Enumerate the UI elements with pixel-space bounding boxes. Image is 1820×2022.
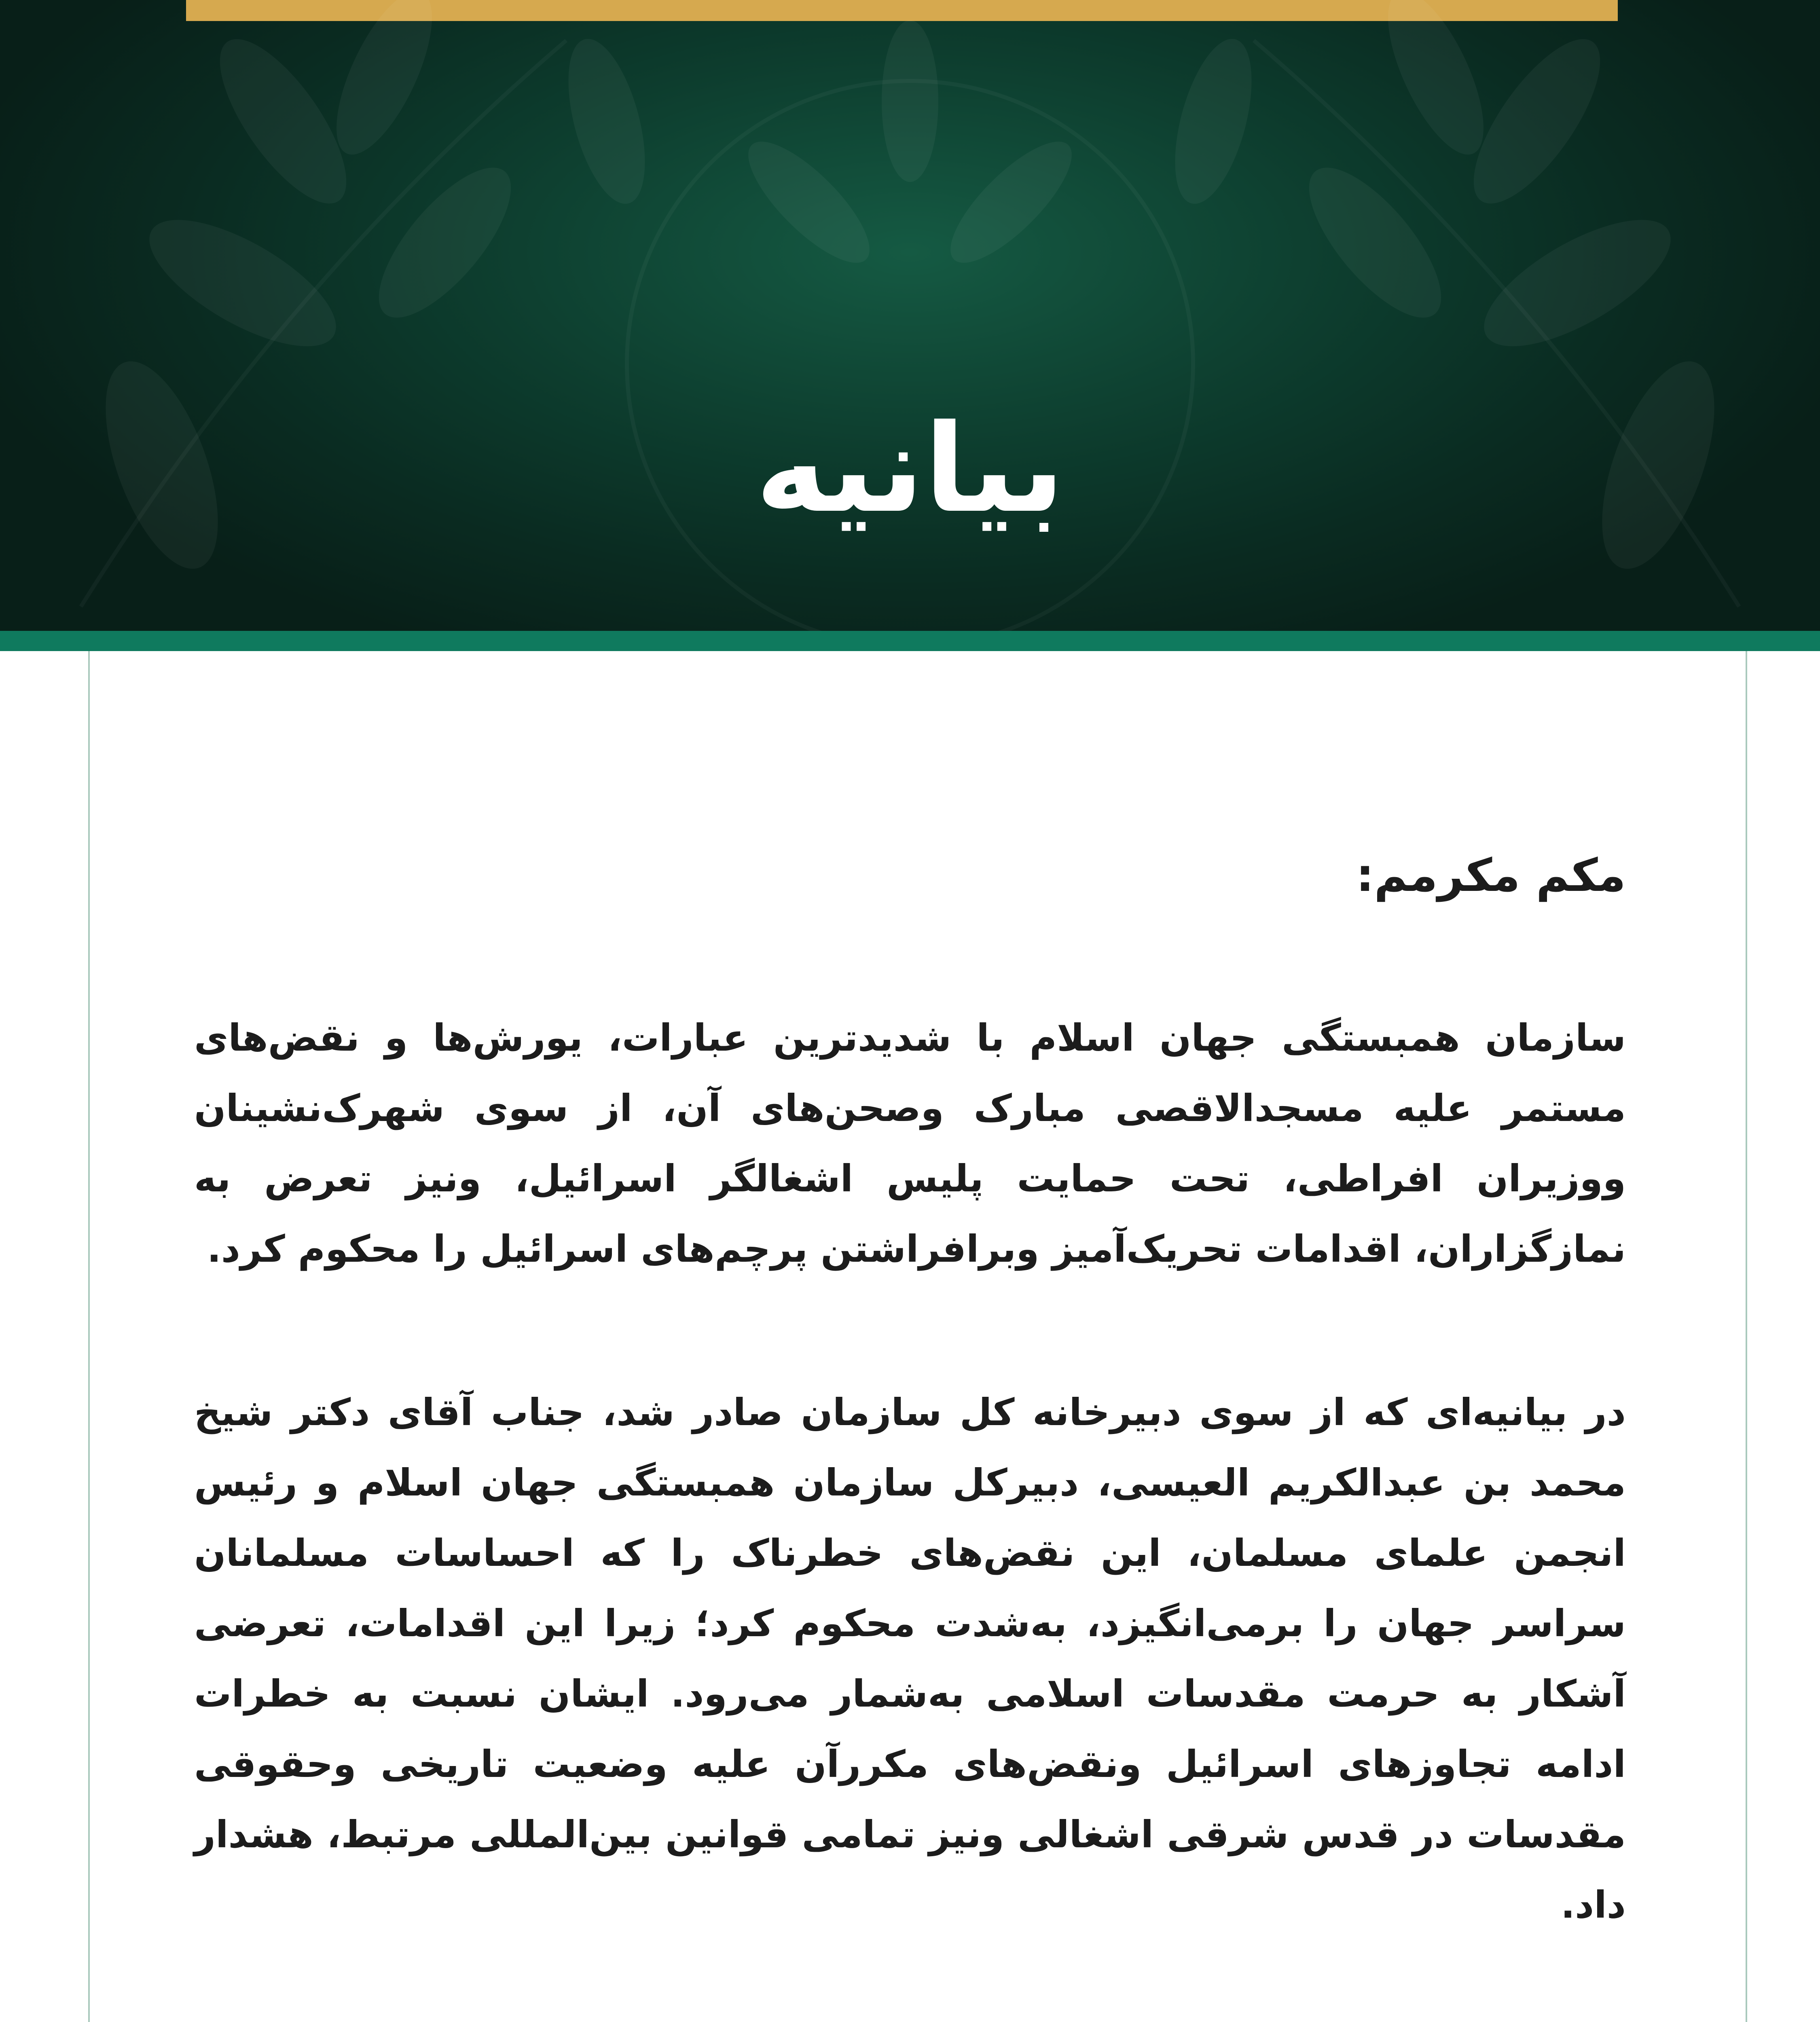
paragraph-1: سازمان همبستگی جهان اسلام با شدیدترین عبارات، یورش‌ها و نقض‌های مستمر علیه مسجدالاقصی مبارک وصحن‌های آن، از سوی شهرک‌نشینان ووزیران افراطی، تحت حمایت پلیس اشغالگر اسرائیل، ونیز تعرض به نمازگزاران، اقدامات تحریک‌آمیز وبرافراشتن پرچم‌های اسرائیل را محکوم کرد.	[194, 1016, 1626, 1271]
left-border-line	[88, 651, 90, 2022]
salutation: مکم مکرمم:	[1356, 849, 1626, 902]
page-title: بیانیه	[755, 398, 1065, 539]
statement-body	[194, 841, 1626, 2022]
header-divider	[0, 631, 1820, 651]
header-banner	[0, 0, 1820, 631]
right-border-line	[1746, 651, 1747, 2022]
paragraph-2: در بیانیه‌ای که از سوی دبیرخانه کل سازمان صادر شد، جناب آقای دکتر شیخ محمد بن عبدالکریم العیسی، دبیرکل سازمان همبستگی جهان اسلام و رئیس انجمن علمای مسلمان، این نقض‌های خطرناک را که احساسات مسلمانان سراسر جهان را برمی‌انگیزد، به‌شدت محکوم کرد؛ زیرا این اقدامات، تعرضی آشکار به حرمت مقدسات اسلامی به‌شمار می‌رود. ایشان نسبت به خطرات ادامه تجاوزهای اسرائیل ونقض‌های مکررآن علیه وضعیت تاریخی وحقوقی مقدسات در قدس شرقی اشغالی ونیز تمامی قوانین بین‌المللی مرتبط، هشدار داد.	[194, 1391, 1626, 1927]
